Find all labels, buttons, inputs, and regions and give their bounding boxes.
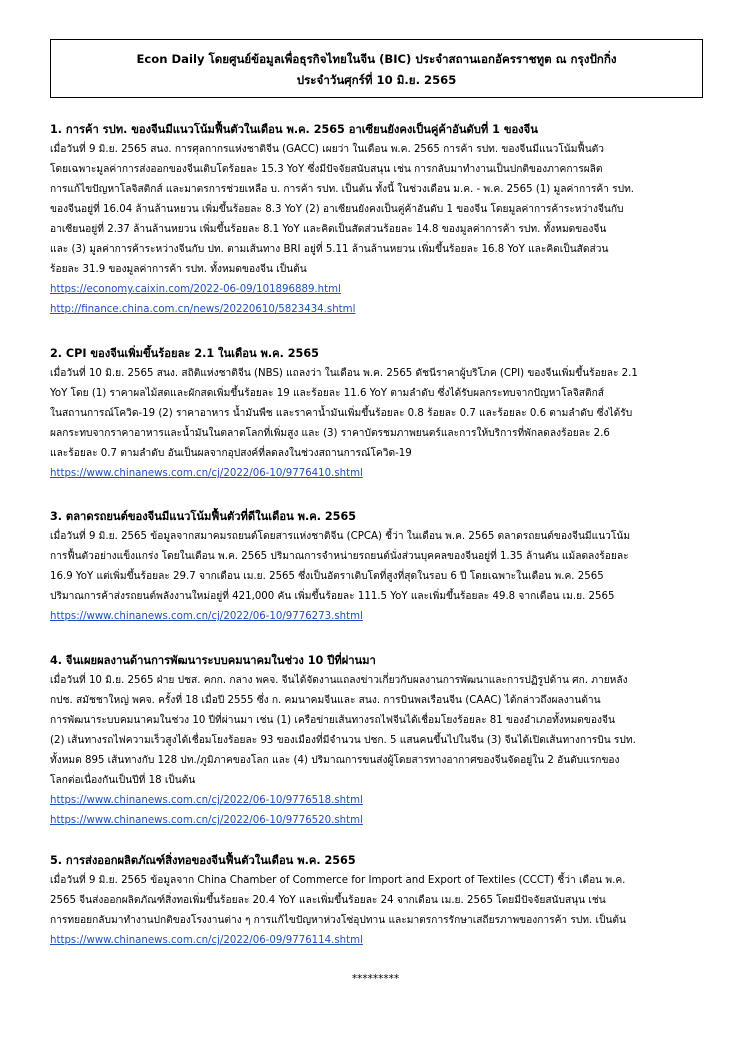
section-body-line: YoY โดย (1) ราคาผลไม้สดและผักสดเพิ่มขึ้นร้อยละ 19 และร้อยละ 11.6 YoY ตามลำดับ ซึ่งได้รับผลกระทบจากปัญหาโลจิสติกส์ <box>50 388 604 399</box>
section-body-line: 2565 จีนส่งออกผลิตภัณฑ์สิ่งทอเพิ่มขึ้นร้อยละ 20.4 YoY และเพิ่มขึ้นร้อยละ 24 จากเดือน เม.ย. 2565 โดยมีปัจจัยสนับสนุน เช่น <box>50 895 606 906</box>
section-body-line: การฟื้นตัวอย่างแข็งแกร่ง โดยในเดือน พ.ค. 2565 ปริมาณการจำหน่ายรถยนต์นั่งส่วนบุคคลของจีนอยู่ที่ 1.35 ล้านคัน แม้ลดลงร้อยละ <box>50 551 629 562</box>
header-box <box>50 39 703 98</box>
section-body-line: และร้อยละ 0.7 ตามลำดับ อันเป็นผลจากอุปสงค์ที่ลดลงในช่วงสถานการณ์โควิด-19 <box>50 448 412 459</box>
header-title: Econ Daily โดยศูนย์ข้อมูลเพื่อธุรกิจไทยในจีน (BIC) ประจำสถานเอกอัครราชทูต ณ กรุงปักกิ่ง <box>136 52 617 66</box>
section-title: 4. จีนเผยผลงานด้านการพัฒนาระบบคมนาคมในช่วง 10 ปีที่ผ่านมา <box>50 654 376 667</box>
source-link[interactable]: https://www.chinanews.com.cn/cj/2022/06-10/9776518.shtml <box>50 795 363 806</box>
section-body-line: (2) เส้นทางรถไฟความเร็วสูงได้เชื่อมโยงร้อยละ 93 ของเมืองที่มีจำนวน ปชก. 5 แสนคนขึ้นไปในจีน (3) จีนได้เปิดเส้นทางการบิน รปท. <box>50 735 636 746</box>
news-section-3 <box>50 508 720 627</box>
section-body-line: การพัฒนาระบบคมนาคมในช่วง 10 ปีที่ผ่านมา เช่น (1) เครือข่ายเส้นทางรถไฟจีนได้เชื่อมโยงร้อยละ 81 ของอำเภอทั้งหมดของจีน <box>50 715 615 726</box>
section-body-line: เมื่อวันที่ 9 มิ.ย. 2565 ข้อมูลจากสมาคมรถยนต์โดยสารแห่งชาติจีน (CPCA) ชี้ว่า ในเดือน พ.ค. 2565 ตลาดรถยนต์ของจีนมีแนวโน้ม <box>50 531 631 542</box>
section-body-line: โดยเฉพาะมูลค่าการส่งออกของจีนเติบโตร้อยละ 15.3 YoY ซึ่งมีปัจจัยสนับสนุน เช่น การกลับมาทำงานเป็นปกติของภาคการผลิต <box>50 164 603 175</box>
section-body-line: เมื่อวันที่ 9 มิ.ย. 2565 ข้อมูลจาก China Chamber of Commerce for Import and Export of Textiles (CCCT) ชี้ว่า เดือน พ.ค. <box>50 875 626 886</box>
section-title: 5. การส่งออกผลิตภัณฑ์สิ่งทอของจีนฟื้นตัวในเดือน พ.ค. 2565 <box>50 854 356 867</box>
news-section-4 <box>50 652 720 831</box>
section-body-line: และ (3) มูลค่าการค้าระหว่างจีนกับ ปท. ตามเส้นทาง BRI อยู่ที่ 5.11 ล้านล้านหยวน เพิ่มขึ้นร้อยละ 16.8 YoY และคิดเป็นสัดส่วน <box>50 244 609 255</box>
section-title: 2. CPI ของจีนเพิ่มขึ้นร้อยละ 2.1 ในเดือน พ.ค. 2565 <box>50 347 319 360</box>
section-body-line: โลกต่อเนื่องกันเป็นปีที่ 18 เป็นต้น <box>50 775 196 786</box>
section-body-line: ในสถานการณ์โควิด-19 (2) ราคาอาหาร น้ำมันพืช และราคาน้ำมันเพิ่มขึ้นร้อยละ 0.8 ร้อยละ 0.7 และร้อยละ 0.6 ตามลำดับ ซึ่งได้รับ <box>50 408 633 419</box>
section-title: 3. ตลาดรถยนต์ของจีนมีแนวโน้มฟื้นตัวที่ดีในเดือน พ.ค. 2565 <box>50 510 357 523</box>
section-body-line: ปริมาณการค้าส่งรถยนต์พลังงานใหม่อยู่ที่ 421,000 คัน เพิ่มขึ้นร้อยละ 111.5 YoY และเพิ่มขึ้นร้อยละ 49.8 จากเดือน เม.ย. 2565 <box>50 591 615 602</box>
section-body-line: ผลกระทบจากราคาอาหารและน้ำมันในตลาดโลกที่เพิ่มสูง และ (3) ราคาบัตรชมภาพยนตร์และการให้บริการที่พักลดลงร้อยละ 2.6 <box>50 428 610 439</box>
section-body-line: ทั้งหมด 895 เส้นทางกับ 128 ปท./ภูมิภาคของโลก และ (4) ปริมาณการขนส่งผู้โดยสารทางอากาศของจีนจัดอยู่ใน 2 อันดับแรกของ <box>50 755 620 766</box>
section-body-line: ร้อยละ 31.9 ของมูลค่าการค้า รปท. ทั้งหมดของจีน เป็นต้น <box>50 264 307 275</box>
source-link[interactable]: https://www.chinanews.com.cn/cj/2022/06-10/9776410.shtml <box>50 468 363 479</box>
section-body-line: 16.9 YoY แต่เพิ่มขึ้นร้อยละ 29.7 จากเดือน เม.ย. 2565 ซึ่งเป็นอัตราเติบโตที่สูงที่สุดในรอบ 6 ปี โดยเฉพาะในเดือน พ.ค. 2565 <box>50 571 604 582</box>
source-link[interactable]: https://www.chinanews.com.cn/cj/2022/06-10/9776520.shtml <box>50 815 363 826</box>
section-body-line: ของจีนอยู่ที่ 16.04 ล้านล้านหยวน เพิ่มขึ้นร้อยละ 8.3 YoY (2) อาเซียนยังคงเป็นคู่ค้าอันดับ 1 ของจีน โดยมูลค่าการค้าระหว่างจีนกับ <box>50 204 624 215</box>
section-title: 1. การค้า รปท. ของจีนมีแนวโน้มฟื้นตัวในเดือน พ.ค. 2565 อาเซียนยังคงเป็นคู่ค้าอันดับที่ 1 ของจีน <box>50 123 538 136</box>
news-section-1 <box>50 121 720 320</box>
source-link[interactable]: http://finance.china.com.cn/news/20220610/5823434.shtml <box>50 304 356 315</box>
source-link[interactable]: https://www.chinanews.com.cn/cj/2022/06-10/9776273.shtml <box>50 611 363 622</box>
section-body-line: กปช. สมัชชาใหญ่ พคจ. ครั้งที่ 18 เมื่อปี 2555 ซึ่ง ก. คมนาคมจีนและ สนง. การบินพลเรือนจีน (CAAC) ได้กล่าวถึงผลงานด้าน <box>50 695 601 706</box>
news-section-2 <box>50 345 720 484</box>
news-section-5 <box>50 852 720 951</box>
section-body-line: การทยอยกลับมาทำงานปกติของโรงงานต่าง ๆ การแก้ไขปัญหาห่วงโซ่อุปทาน และมาตรการรักษาเสถียรภาพของการค้า รปท. เป็นต้น <box>50 915 626 926</box>
section-body-line: อาเซียนอยู่ที่ 2.37 ล้านล้านหยวน เพิ่มขึ้นร้อยละ 8.1 YoY และคิดเป็นสัดส่วนร้อยละ 14.8 ของมูลค่าการค้า รปท. ทั้งหมดของจีน <box>50 224 607 235</box>
section-body-line: การแก้ไขปัญหาโลจิสติกส์ และมาตรการช่วยเหลือ บ. การค้า รปท. เป็นต้น ทั้งนี้ ในช่วงเดือน ม.ค. - พ.ค. 2565 (1) มูลค่าการค้า รปท. <box>50 184 635 195</box>
header-date: ประจำวันศุกร์ที่ 10 มิ.ย. 2565 <box>296 73 457 87</box>
section-body-line: เมื่อวันที่ 10 มิ.ย. 2565 ฝ่าย ปชส. คกก. กลาง พคจ. จีนได้จัดงานแถลงข่าวเกี่ยวกับผลงานการพัฒนาและการปฏิรูปด้าน ศก. ภายหลัง <box>50 675 628 686</box>
end-of-document-marker: ********* <box>351 973 400 985</box>
source-link[interactable]: https://www.chinanews.com.cn/cj/2022/06-09/9776114.shtml <box>50 935 363 946</box>
section-body-line: เมื่อวันที่ 9 มิ.ย. 2565 สนง. การศุลกากรแห่งชาติจีน (GACC) เผยว่า ในเดือน พ.ค. 2565 การค้า รปท. ของจีนมีแนวโน้มฟื้นตัว <box>50 144 604 155</box>
section-body-line: เมื่อวันที่ 10 มิ.ย. 2565 สนง. สถิติแห่งชาติจีน (NBS) แถลงว่า ในเดือน พ.ค. 2565 ดัชนีราคาผู้บริโภค (CPI) ของจีนเพิ่มขึ้นร้อยละ 2.1 <box>50 368 638 379</box>
source-link[interactable]: https://economy.caixin.com/2022-06-09/101896889.html <box>50 284 341 295</box>
